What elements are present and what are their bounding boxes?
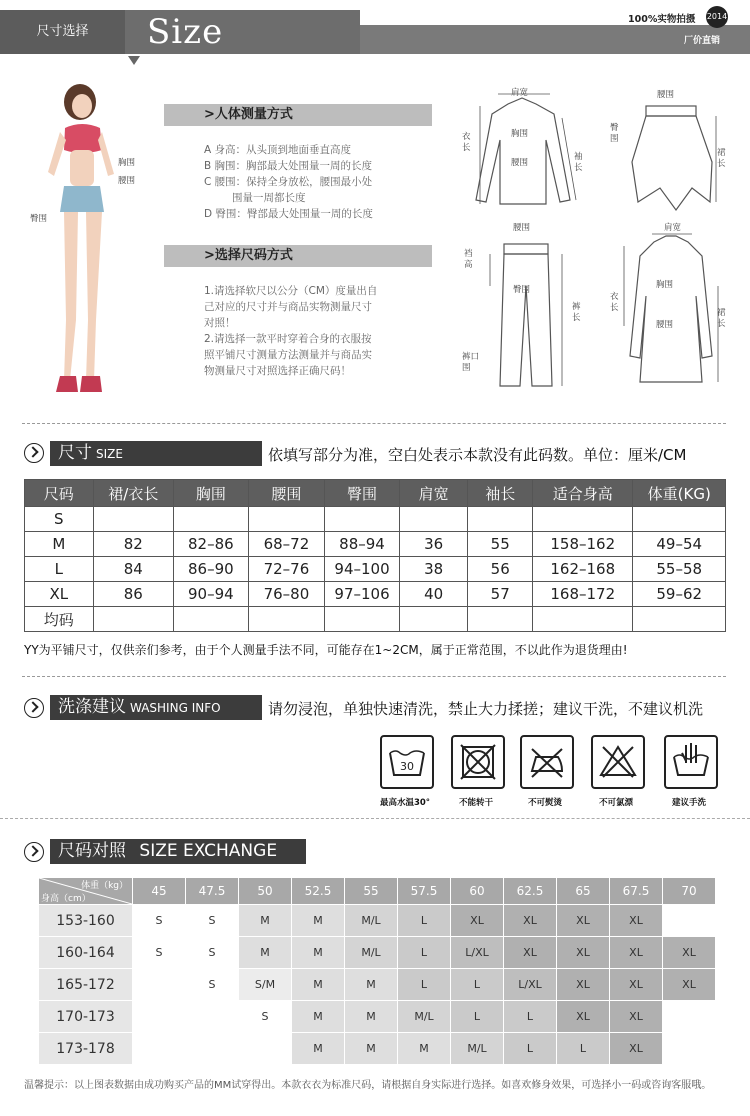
size-value-cell <box>174 607 249 632</box>
dress-diagram <box>616 226 726 390</box>
height-axis-label: 身高（cm） <box>41 894 91 904</box>
size-label-cell: L <box>25 557 94 582</box>
size-recommend-cell: XL <box>557 937 610 969</box>
size-table-row <box>25 507 726 532</box>
size-recommend-cell: M <box>398 1033 451 1065</box>
size-recommend-cell: M <box>292 1001 345 1033</box>
exchange-section-title-en: SIZE EXCHANGE <box>139 841 278 861</box>
arrow-circle-icon <box>24 443 44 463</box>
height-range-cell: 165-172 <box>39 969 133 1001</box>
size-value-cell: 82–86 <box>174 532 249 557</box>
size-recommend-cell: L <box>557 1033 610 1065</box>
washing-section-header <box>50 695 262 720</box>
wash-temp-text: 30 <box>400 760 414 773</box>
size-recommend-cell: XL <box>557 1001 610 1033</box>
size-recommend-cell <box>186 1001 239 1033</box>
size-footnote: YY为平铺尺寸，仅供亲们参考，由于个人测量手法不同，可能存在1~2CM，属于正常范围，不以此作为退货理由! <box>24 643 628 657</box>
skirt-length-label: 裙长 <box>717 148 726 169</box>
size-recommend-cell: M/L <box>398 1001 451 1033</box>
top-waist-label: 腰围 <box>511 158 529 168</box>
size-recommend-cell: M <box>292 905 345 937</box>
size-recommend-cell: XL <box>504 937 557 969</box>
no-bleach-label: 不可氯漂 <box>598 798 633 808</box>
size-value-cell <box>248 607 325 632</box>
size-choose-title: >选择尺码方式 <box>164 245 432 267</box>
size-value-cell: 162–168 <box>533 557 633 582</box>
size-value-cell <box>633 507 726 532</box>
size-value-cell: 97–106 <box>325 582 400 607</box>
model-waist-label: 腰围 <box>118 176 136 186</box>
dress-length-label: 衣长 <box>610 292 619 313</box>
size-recommend-cell: L <box>398 969 451 1001</box>
size-choose-list <box>204 283 377 379</box>
size-recommend-cell: M <box>292 969 345 1001</box>
size-value-cell: 40 <box>399 582 468 607</box>
size-value-cell: 68–72 <box>248 532 325 557</box>
size-value-cell: 82 <box>93 532 173 557</box>
size-recommend-cell <box>186 1033 239 1065</box>
size-recommend-cell: L <box>451 969 504 1001</box>
size-label-cell: 均码 <box>25 607 94 632</box>
size-recommend-cell: L <box>398 905 451 937</box>
divider <box>22 423 726 424</box>
skirt-waist-label: 腰围 <box>657 90 675 100</box>
size-value-cell: 36 <box>399 532 468 557</box>
height-range-cell: 153-160 <box>39 905 133 937</box>
body-measure-line: C 腰围：保持全身放松，腰围最小处 <box>204 176 373 188</box>
size-value-cell <box>248 507 325 532</box>
height-range-cell: 173-178 <box>39 1033 133 1065</box>
model-illustration <box>20 80 160 400</box>
size-value-cell: 168–172 <box>533 582 633 607</box>
weight-header-cell: 52.5 <box>292 878 345 905</box>
size-recommend-cell <box>663 905 716 937</box>
size-value-cell: 38 <box>399 557 468 582</box>
weight-header-cell: 45 <box>133 878 186 905</box>
size-recommend-cell: S <box>186 905 239 937</box>
exchange-row <box>39 905 716 937</box>
model-chest-label: 胸围 <box>118 158 136 168</box>
size-choose-line: 2.请选择一款平时穿着合身的衣服按 <box>204 333 372 345</box>
size-table-row <box>25 532 726 557</box>
exchange-row <box>39 969 716 1001</box>
size-value-cell: 88–94 <box>325 532 400 557</box>
wash-30-icon <box>380 735 434 789</box>
size-label-cell: S <box>25 507 94 532</box>
section-label: 尺寸选择 <box>0 10 125 54</box>
size-value-cell <box>325 507 400 532</box>
top-diagram <box>458 84 588 224</box>
size-recommend-cell <box>133 1033 186 1065</box>
size-value-cell <box>93 607 173 632</box>
size-label-cell: M <box>25 532 94 557</box>
weight-header-cell: 67.5 <box>610 878 663 905</box>
size-recommend-cell: L <box>451 1001 504 1033</box>
size-choose-line: 1.请选择软尺以公分（CM）度量出自 <box>204 285 378 297</box>
pants-crotch-label: 裆高 <box>464 249 473 270</box>
pants-length-label: 裤长 <box>572 302 581 323</box>
size-value-cell: 86 <box>93 582 173 607</box>
size-recommend-cell <box>663 1001 716 1033</box>
weight-header-cell: 47.5 <box>186 878 239 905</box>
exchange-header-row <box>39 878 716 905</box>
size-recommend-cell: XL <box>610 1001 663 1033</box>
size-value-cell <box>468 607 533 632</box>
size-section-note: 依填写部分为准，空白处表示本款没有此码数。单位：厘米/CM <box>268 446 687 464</box>
size-recommend-cell: M <box>345 969 398 1001</box>
divider <box>0 818 750 819</box>
size-value-cell <box>399 607 468 632</box>
size-col-header: 袖长 <box>468 480 533 507</box>
no-iron-label: 不可熨烫 <box>527 798 562 808</box>
body-measure-title: >人体测量方式 <box>164 104 432 126</box>
no-tumble-dry-label: 不能转干 <box>458 798 493 808</box>
size-recommend-cell <box>663 1033 716 1065</box>
size-recommend-cell: XL <box>557 905 610 937</box>
size-col-header: 裙/衣长 <box>93 480 173 507</box>
size-choose-line: 对照！ <box>204 317 236 329</box>
size-col-header: 体重(KG) <box>633 480 726 507</box>
no-bleach-icon <box>591 735 645 789</box>
size-section-title-en: SIZE <box>96 447 123 461</box>
washing-section-title-en: WASHING INFO <box>130 701 221 715</box>
size-recommend-cell <box>133 1001 186 1033</box>
size-recommend-cell: XL <box>504 905 557 937</box>
size-recommend-cell: M <box>239 937 292 969</box>
size-value-cell <box>399 507 468 532</box>
size-value-cell: 59–62 <box>633 582 726 607</box>
height-range-cell: 170-173 <box>39 1001 133 1033</box>
size-value-cell: 76–80 <box>248 582 325 607</box>
weight-header-cell: 62.5 <box>504 878 557 905</box>
size-recommend-cell: M <box>292 1033 345 1065</box>
size-recommend-cell <box>239 1033 292 1065</box>
exchange-section-header <box>50 839 306 864</box>
dress-shoulder-label: 肩宽 <box>664 223 682 233</box>
factory-price-text: 厂价直销 <box>684 36 721 46</box>
size-recommend-cell: M/L <box>345 937 398 969</box>
body-measure-line: 围量一周都长度 <box>232 192 306 204</box>
pants-hip-label: 臀围 <box>513 285 531 295</box>
pants-diagram <box>476 226 586 390</box>
weight-header-cell: 50 <box>239 878 292 905</box>
top-chest-label: 胸围 <box>511 129 529 139</box>
size-recommend-cell: XL <box>557 969 610 1001</box>
size-recommend-cell: XL <box>610 969 663 1001</box>
page-title: Size <box>147 12 224 52</box>
size-col-header: 尺码 <box>25 480 94 507</box>
size-recommend-cell: S <box>239 1001 292 1033</box>
skirt-diagram <box>616 92 726 222</box>
size-value-cell <box>174 507 249 532</box>
size-value-cell: 55 <box>468 532 533 557</box>
size-recommend-cell: S <box>186 937 239 969</box>
size-table-row <box>25 582 726 607</box>
size-section-header <box>50 441 262 466</box>
size-recommend-cell: M <box>239 905 292 937</box>
no-iron-icon <box>520 735 574 789</box>
weight-header-cell: 60 <box>451 878 504 905</box>
size-table <box>24 479 726 632</box>
body-measure-list <box>204 142 373 222</box>
size-recommend-cell: S/M <box>239 969 292 1001</box>
arrow-circle-icon <box>24 698 44 718</box>
size-section-title: 尺寸 <box>58 443 92 463</box>
size-col-header: 臀围 <box>325 480 400 507</box>
size-value-cell <box>533 507 633 532</box>
size-label-cell: XL <box>25 582 94 607</box>
exchange-corner-cell <box>39 878 133 905</box>
washing-note: 请勿浸泡，单独快速清洗，禁止大力揉搓；建议干洗，不建议机洗 <box>268 700 704 718</box>
no-tumble-dry-icon <box>451 735 505 789</box>
size-table-row <box>25 557 726 582</box>
size-col-header: 胸围 <box>174 480 249 507</box>
weight-axis-label: 体重（kg） <box>81 881 128 891</box>
weight-header-cell: 70 <box>663 878 716 905</box>
hand-wash-label: 建议手洗 <box>671 798 706 808</box>
size-col-header: 腰围 <box>248 480 325 507</box>
size-value-cell: 90–94 <box>174 582 249 607</box>
size-recommend-cell: L <box>504 1001 557 1033</box>
size-value-cell <box>533 607 633 632</box>
top-shoulder-label: 肩宽 <box>511 88 529 98</box>
size-recommend-cell: L/XL <box>451 937 504 969</box>
pants-hem-label: 裤口围 <box>462 352 480 373</box>
size-recommend-cell: XL <box>610 937 663 969</box>
header-pointer-icon <box>128 56 140 65</box>
dress-waist-label: 腰围 <box>656 320 674 330</box>
size-value-cell <box>93 507 173 532</box>
size-recommend-cell: M/L <box>451 1033 504 1065</box>
weight-header-cell: 65 <box>557 878 610 905</box>
size-recommend-cell: M <box>345 1001 398 1033</box>
size-recommend-cell: L/XL <box>504 969 557 1001</box>
year-badge: 2014 <box>706 6 728 28</box>
exchange-row <box>39 1033 716 1065</box>
size-recommend-cell: XL <box>663 969 716 1001</box>
size-value-cell <box>325 607 400 632</box>
top-sleeve-label: 袖长 <box>574 152 583 173</box>
body-measure-line: A 身高：从头顶到地面垂直高度 <box>204 144 352 156</box>
size-col-header: 适合身高 <box>533 480 633 507</box>
size-recommend-cell: XL <box>663 937 716 969</box>
size-value-cell: 72–76 <box>248 557 325 582</box>
size-value-cell <box>633 607 726 632</box>
weight-header-cell: 55 <box>345 878 398 905</box>
wash-30-label: 最高水温30° <box>379 798 431 808</box>
size-value-cell: 56 <box>468 557 533 582</box>
size-choose-line: 照平铺尺寸测量方法测量并与商品实 <box>204 349 372 361</box>
skirt-hip-label: 臀围 <box>610 123 619 144</box>
exchange-row <box>39 1001 716 1033</box>
size-recommend-cell: XL <box>451 905 504 937</box>
size-recommend-cell: S <box>186 969 239 1001</box>
size-table-header <box>25 480 726 507</box>
dress-chest-label: 胸围 <box>656 280 674 290</box>
exchange-row <box>39 937 716 969</box>
size-choose-line: 己对应的尺寸并与商品实物测量尺寸 <box>204 301 372 313</box>
body-measure-line: D 臀围：臀部最大处围量一周的长度 <box>204 208 373 220</box>
size-choose-line: 物测量尺寸对照选择正确尺码！ <box>204 365 351 377</box>
pants-waist-label: 腰围 <box>513 223 531 233</box>
model-hip-label: 臀围 <box>30 214 48 224</box>
washing-section-title: 洗涤建议 <box>58 697 126 717</box>
size-value-cell <box>468 507 533 532</box>
size-recommend-cell: L <box>398 937 451 969</box>
size-recommend-cell <box>133 969 186 1001</box>
exchange-footnote: 温馨提示：以上图表数据由成功购买产品的MM试穿得出。本款衣衣为标准尺码，请根据自身实际进行选择。如喜欢修身效果，可选择小一码或咨询客服哦。 <box>24 1080 712 1091</box>
size-recommend-cell: M <box>292 937 345 969</box>
size-value-cell: 55–58 <box>633 557 726 582</box>
size-recommend-cell: L <box>504 1033 557 1065</box>
divider <box>22 676 726 677</box>
size-value-cell: 49–54 <box>633 532 726 557</box>
dress-skirt-length-label: 裙长 <box>717 308 726 329</box>
size-recommend-cell: M <box>345 1033 398 1065</box>
top-length-label: 衣长 <box>462 132 471 153</box>
size-value-cell: 158–162 <box>533 532 633 557</box>
size-col-header: 肩宽 <box>399 480 468 507</box>
exchange-section-title: 尺码对照 <box>58 841 126 861</box>
size-table-row <box>25 607 726 632</box>
size-value-cell: 84 <box>93 557 173 582</box>
body-measure-line: B 胸围：胸部最大处围量一周的长度 <box>204 160 373 172</box>
weight-header-cell: 57.5 <box>398 878 451 905</box>
hand-wash-icon <box>664 735 718 789</box>
size-recommend-cell: XL <box>610 905 663 937</box>
size-value-cell: 86–90 <box>174 557 249 582</box>
size-exchange-table <box>38 877 716 1065</box>
size-recommend-cell: S <box>133 937 186 969</box>
size-value-cell: 94–100 <box>325 557 400 582</box>
photo-badge-text: 100%实物拍摄 <box>628 14 696 25</box>
size-value-cell: 57 <box>468 582 533 607</box>
size-recommend-cell: M/L <box>345 905 398 937</box>
height-range-cell: 160-164 <box>39 937 133 969</box>
arrow-circle-icon <box>24 842 44 862</box>
size-recommend-cell: XL <box>610 1033 663 1065</box>
size-recommend-cell: S <box>133 905 186 937</box>
